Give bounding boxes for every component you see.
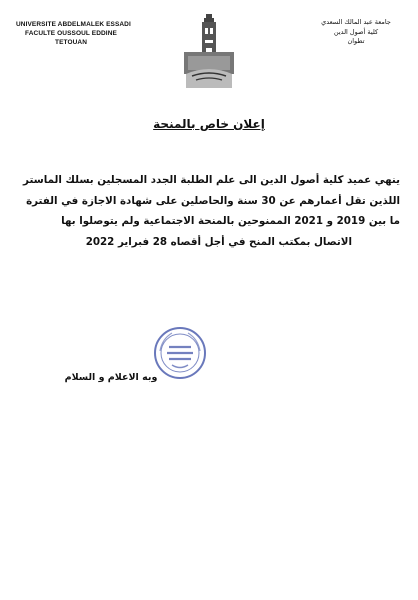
faculty-name-fr: FACULTE OUSSOUL EDDINE — [25, 30, 117, 37]
closing-line: وبه الاعلام و السلام — [64, 372, 158, 383]
header-arabic — [308, 18, 404, 47]
header-french — [16, 20, 131, 47]
body-line: ينهي عميد كلية أصول الدين الى علم الطلبة الجدد المسجلين بسلك الماستر — [23, 174, 400, 186]
faculty-name-ar: كلية أصول الدين — [333, 27, 379, 36]
university-name-ar: جامعة عبد المالك السعدي — [321, 18, 391, 26]
city-name-fr: TETOUAN — [55, 39, 87, 46]
university-name-fr: UNIVERSITE ABDELMALEK ESSADI — [16, 21, 131, 28]
announcement-body — [20, 170, 400, 252]
body-line: اللذين تقل أعمارهم عن 30 سنة والحاصلين على شهادة الاجازة في الفترة — [26, 194, 400, 207]
city-name-ar: تطوان — [347, 37, 365, 45]
faculty-logo-icon — [178, 12, 240, 102]
body-line: الاتصال بمكتب المنح في أجل أقصاه 28 فبراير 2022 — [85, 235, 352, 248]
announcement-title: إعلان خاص بالمنحة — [153, 117, 265, 131]
body-line: ما بين 2019 و 2021 الممنوحين بالمنحة الاجتماعية ولم يتوصلوا بها — [61, 215, 400, 227]
